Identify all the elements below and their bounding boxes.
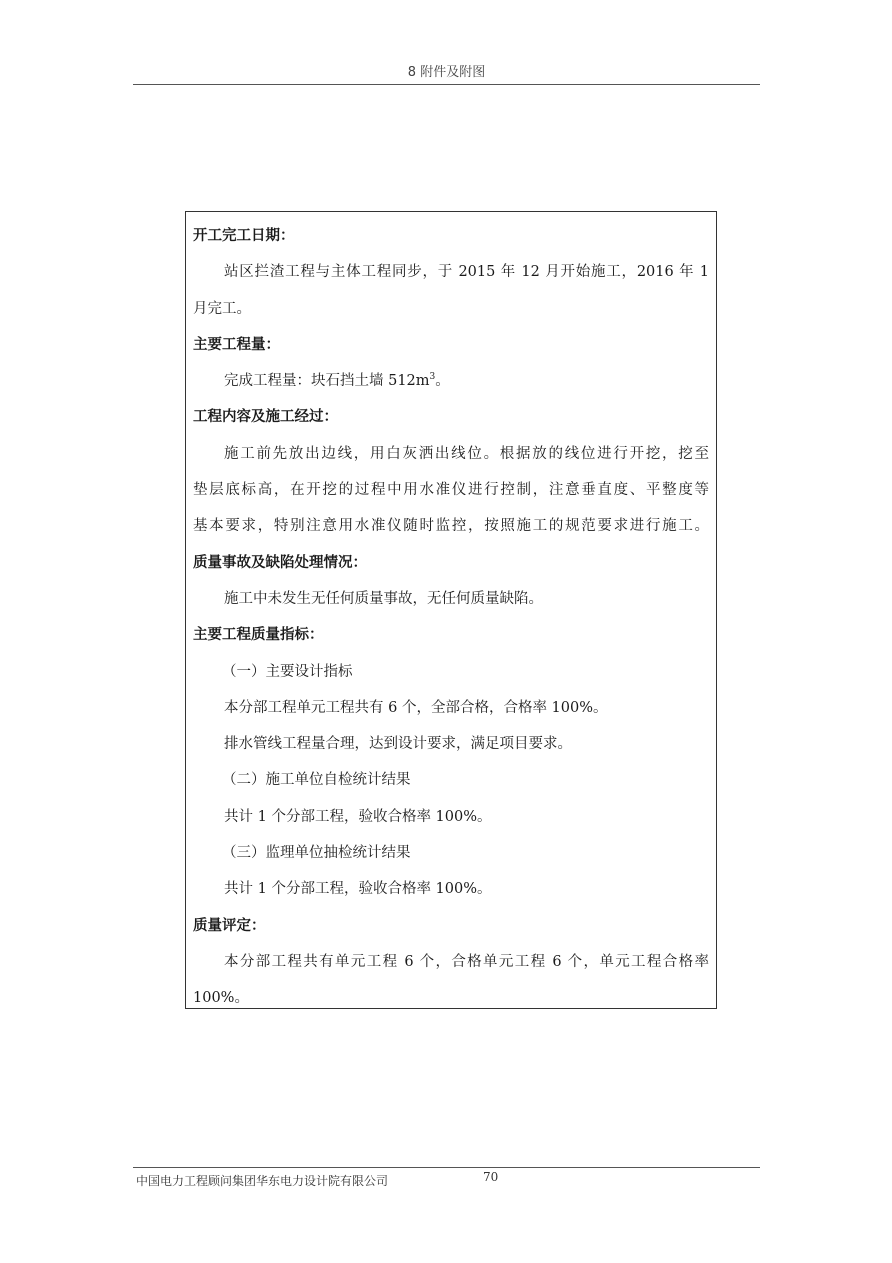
quantity-unit-exponent: 3: [429, 372, 436, 383]
indicators-sub2-line-1: 共计 1 个分部工程，验收合格率 100%。: [224, 808, 492, 825]
process-line-2: 垫层底标高，在开挖的过程中用水准仪进行控制，注意垂直度、平整度等: [193, 482, 709, 499]
quantity-text: 完成工程量：块石挡土墙 512m: [224, 373, 430, 390]
footer-company: 中国电力工程顾问集团华东电力设计院有限公司: [136, 1174, 389, 1188]
section-heading-process: 工程内容及施工经过：: [193, 409, 338, 426]
header-title: 8 附件及附图: [407, 65, 486, 80]
page-header: [133, 64, 760, 85]
quantity-line: [193, 363, 709, 399]
footer-page-number: 70: [483, 1170, 499, 1184]
indicators-sub2-title: （二）施工单位自检统计结果: [222, 772, 411, 789]
process-line-1: 施工前先放出边线，用白灰洒出线位。根据放的线位进行开挖，挖至: [224, 445, 709, 462]
quantity-text-end: 。: [435, 373, 450, 390]
accidents-line-1: 施工中未发生无任何质量事故，无任何质量缺陷。: [224, 590, 543, 607]
indicators-sub3-title: （三）监理单位抽检统计结果: [222, 845, 411, 862]
indicators-sub3-line-1: 共计 1 个分部工程，验收合格率 100%。: [224, 881, 492, 898]
section-heading-dates: 开工完工日期：: [193, 228, 295, 244]
indicators-sub1-title: （一）主要设计指标: [222, 663, 353, 680]
dates-line-2: 月完工。: [193, 300, 251, 317]
evaluation-line-1: 本分部工程共有单元工程 6 个，合格单元工程 6 个，单元工程合格率: [224, 953, 709, 970]
section-heading-indicators: 主要工程质量指标：: [193, 627, 324, 644]
page-footer: [133, 1167, 760, 1188]
process-line-3: 基本要求，特别注意用水准仪随时监控，按照施工的规范要求进行施工。: [193, 518, 709, 535]
indicators-sub1-line-1: 本分部工程单元工程共有 6 个，全部合格，合格率 100%。: [224, 699, 608, 716]
section-heading-quantity: 主要工程量：: [193, 336, 280, 353]
content-box: [185, 211, 717, 1009]
section-heading-evaluation: 质量评定：: [193, 917, 266, 934]
dates-line-1: 站区拦渣工程与主体工程同步，于 2015 年 12 月开始施工，2016 年 1: [224, 264, 709, 281]
section-heading-accidents: 质量事故及缺陷处理情况：: [193, 554, 367, 571]
indicators-sub1-line-2: 排水管线工程量合理，达到设计要求，满足项目要求。: [224, 736, 572, 753]
evaluation-line-2: 100%。: [193, 990, 249, 1007]
